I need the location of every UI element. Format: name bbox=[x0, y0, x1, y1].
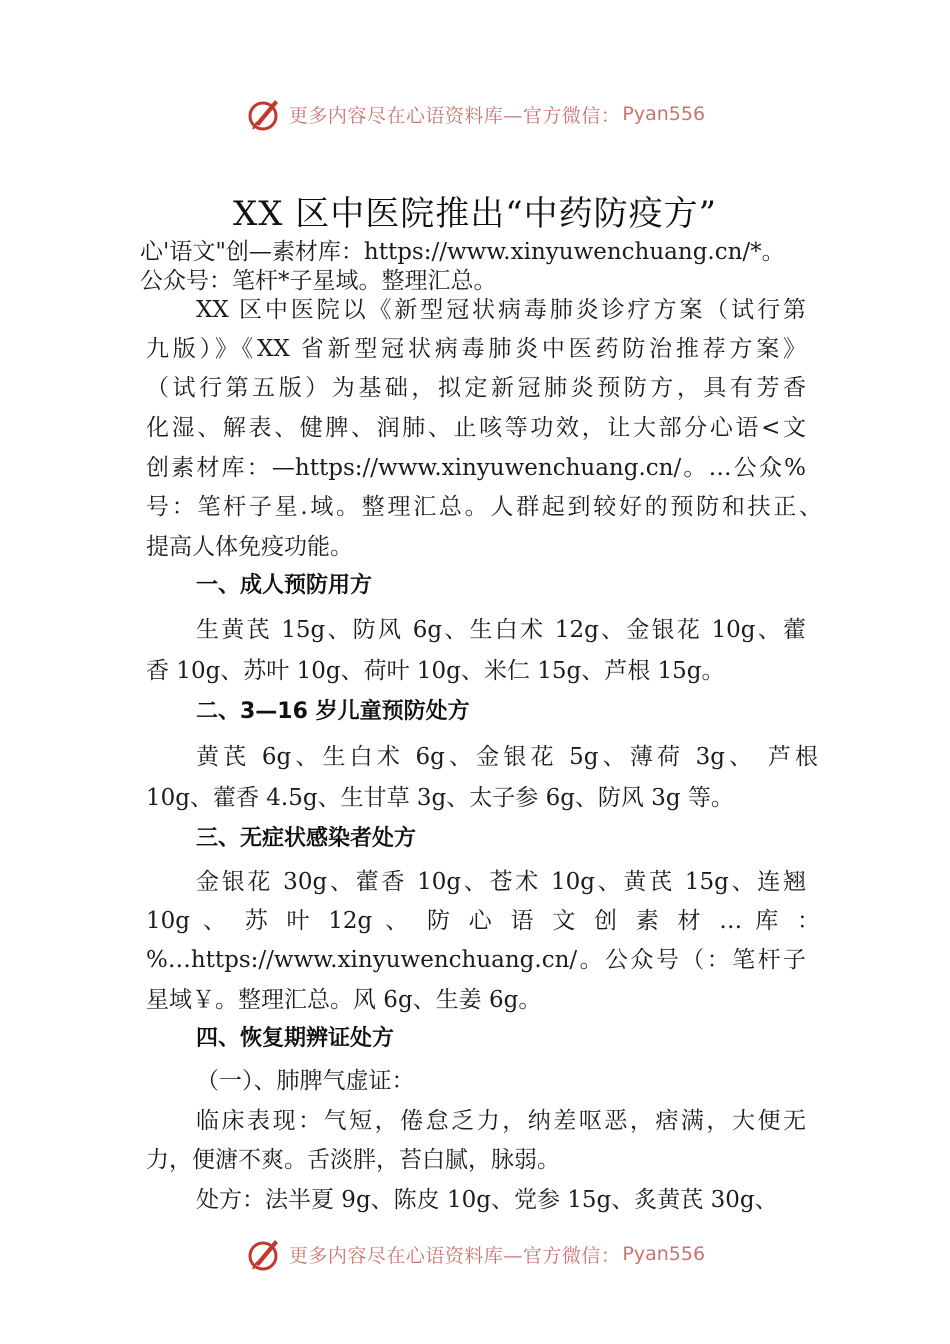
prescription-line: 金银花 30g、藿香 10g、苍术 10g、黄芪 15g、连翘 bbox=[196, 869, 806, 895]
section-heading: 四、恢复期辨证处方 bbox=[196, 1026, 395, 1051]
paragraph-line: XX 区中医院以《新型冠状病毒肺炎诊疗方案（试行第 bbox=[196, 297, 806, 323]
banner-wechat-id: Pyan556 bbox=[622, 1243, 706, 1265]
prescription-line: 黄芪 6g、生白术 6g、金银花 5g、薄荷 3g、 芦根 bbox=[196, 744, 818, 770]
quill-logo-icon bbox=[245, 94, 285, 134]
source-line: 公众号：笔杆*子星域。整理汇总。 bbox=[140, 268, 497, 294]
prescription-line: 生黄芪 15g、防风 6g、生白术 12g、金银花 10g、藿 bbox=[196, 617, 806, 643]
section-heading: 二、3—16 岁儿童预防处方 bbox=[196, 699, 470, 724]
prescription-line: 香 10g、苏叶 10g、荷叶 10g、米仁 15g、芦根 15g。 bbox=[146, 658, 725, 684]
footer-watermark-banner bbox=[0, 1232, 950, 1276]
paragraph-line: 创素材库：—https://www.xinyuwenchuang.cn/。…公众% bbox=[146, 455, 806, 481]
banner-wechat-id: Pyan556 bbox=[622, 103, 706, 125]
prescription-line: 10g、藿香 4.5g、生甘草 3g、太子参 6g、防风 3g 等。 bbox=[146, 785, 734, 811]
banner-text: 更多内容尽在心语资料库—官方微信： bbox=[288, 104, 621, 127]
quill-logo-icon bbox=[245, 1234, 285, 1274]
prescription-line: 处方：法半夏 9g、陈皮 10g、党参 15g、炙黄芪 30g、 bbox=[196, 1187, 778, 1213]
source-line: 心'语文"创—素材库：https://www.xinyuwenchuang.cn/*。 bbox=[140, 239, 785, 265]
banner-text: 更多内容尽在心语资料库—官方微信： bbox=[288, 1244, 621, 1267]
paragraph-line: 化湿、解表、健脾、润肺、止咳等功效，让大部分心语<文 bbox=[146, 415, 806, 441]
prescription-line: 星域￥。整理汇总。风 6g、生姜 6g。 bbox=[146, 987, 542, 1013]
paragraph-line: 临床表现：气短，倦怠乏力，纳差呕恶，痞满，大便无 bbox=[196, 1108, 806, 1134]
page-title: XX 区中医院推出“中药防疫方” bbox=[233, 194, 717, 234]
prescription-line: %…https://www.xinyuwenchuang.cn/。公众号（：笔杆子 bbox=[146, 947, 806, 973]
paragraph-line: 力，便溏不爽。舌淡胖，苔白腻，脉弱。 bbox=[146, 1147, 560, 1173]
paragraph-line: 号：笔杆子星.域。整理汇总。人群起到较好的预防和扶正、 bbox=[146, 494, 822, 520]
paragraph-line: 提高人体免疫功能。 bbox=[146, 534, 353, 560]
header-watermark-banner bbox=[0, 92, 950, 136]
paragraph-line: （试行第五版）为基础，拟定新冠肺炎预防方，具有芳香 bbox=[146, 375, 806, 401]
section-heading: 三、无症状感染者处方 bbox=[196, 826, 417, 851]
section-heading: 一、成人预防用方 bbox=[196, 573, 373, 598]
prescription-line: 10g 、 苏 叶 12g 、 防 心 语 文 创 素 材 … 库 ： bbox=[146, 908, 820, 934]
paragraph-line: 九版）》《XX 省新型冠状病毒肺炎中医药防治推荐方案》 bbox=[146, 336, 806, 362]
subsection-heading: （一）、肺脾气虚证： bbox=[196, 1068, 415, 1094]
